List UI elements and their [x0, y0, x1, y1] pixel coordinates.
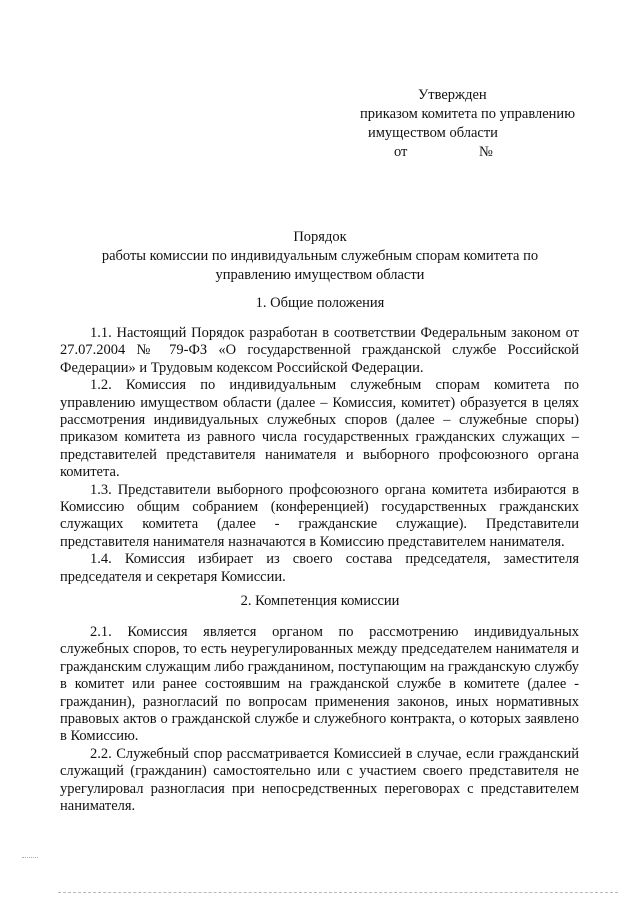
approval-number-label: №: [479, 144, 493, 160]
approval-line-order: приказом комитета по управлению: [360, 106, 576, 122]
paragraph-2-2: 2.2. Служебный спор рассматривается Комиссией в случае, если гражданский служащий (гражданин) самостоятельно или с участием своего представителя не урегулировал разногласия при непосредственных переговорах с представителем нанимателя.: [60, 745, 579, 815]
approval-date-number: [360, 143, 610, 162]
title-line-3: управлению имуществом области: [215, 267, 425, 283]
section-body-general: [60, 325, 579, 586]
paragraph-1-2: 1.2. Комиссия по индивидуальным служебным спорам комитета по управлению имуществом области (далее – Комиссия, комитет) образуется в целях рассмотрения индивидуальных служебных споров (далее – служебные споры) приказом комитета из равного числа государственных гражданских служащих – представителей представителя нанимателя и выборного профсоюзного органа комитета.: [60, 377, 579, 481]
title-line-1: Порядок: [293, 229, 347, 245]
section-body-competence: [60, 624, 579, 815]
approval-date-label: от: [394, 144, 408, 160]
paragraph-1-4: 1.4. Комиссия избирает из своего состава председателя, заместителя председателя и секретаря Комиссии.: [60, 551, 579, 585]
approval-heading: Утвержден: [418, 87, 487, 103]
approval-stamp: [360, 86, 610, 162]
section-heading-competence: 2. Компетенция комиссии: [240, 593, 400, 609]
paragraph-2-1: 2.1. Комиссия является органом по рассмотрению индивидуальных служебных споров, то есть неурегулированных между председателем нанимателя и гражданским служащим либо гражданином, поступающим на гражданскую службу в комитет или ранее состоявшим на гражданской службе в комитете (далее - гражданин), разногласий по вопросам применения законов, иных нормативных правовых актов о гражданской службе и служебного контракта, о которых заявлено в Комиссию.: [60, 624, 579, 745]
approval-line-property: имуществом области: [368, 125, 498, 141]
scan-footer-artifact: [58, 892, 618, 895]
document-title: [60, 228, 580, 285]
section-heading-general: 1. Общие положения: [255, 295, 385, 311]
paragraph-1-1: 1.1. Настоящий Порядок разработан в соответствии Федеральным законом от 27.07.2004 № 79-ФЗ «О государственной гражданской службе Российской Федерации» и Трудовым кодексом Российской Федерации.: [60, 325, 579, 376]
title-line-2: работы комиссии по индивидуальным служебным спорам комитета по: [101, 248, 539, 264]
scan-artifact-mark: [22, 857, 38, 864]
paragraph-1-3: 1.3. Представители выборного профсоюзного органа комитета избираются в Комиссию общим собранием (конференцией) государственных гражданских служащих комитета (далее - гражданские служащие). Представители представителя нанимателя назначаются в Комиссию представителем нанимателя.: [60, 481, 579, 550]
